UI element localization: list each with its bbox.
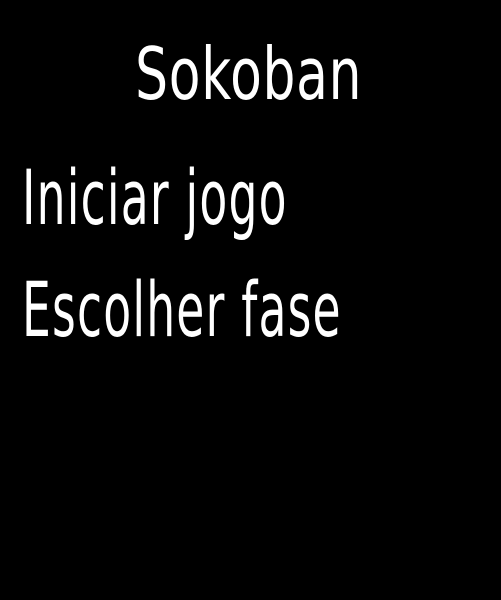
menu-item-choose-level[interactable]: Escolher fase bbox=[22, 265, 342, 354]
menu-item-start-game[interactable]: Iniciar jogo bbox=[22, 153, 288, 242]
game-title: Sokoban bbox=[135, 32, 363, 116]
main-menu bbox=[22, 153, 501, 384]
